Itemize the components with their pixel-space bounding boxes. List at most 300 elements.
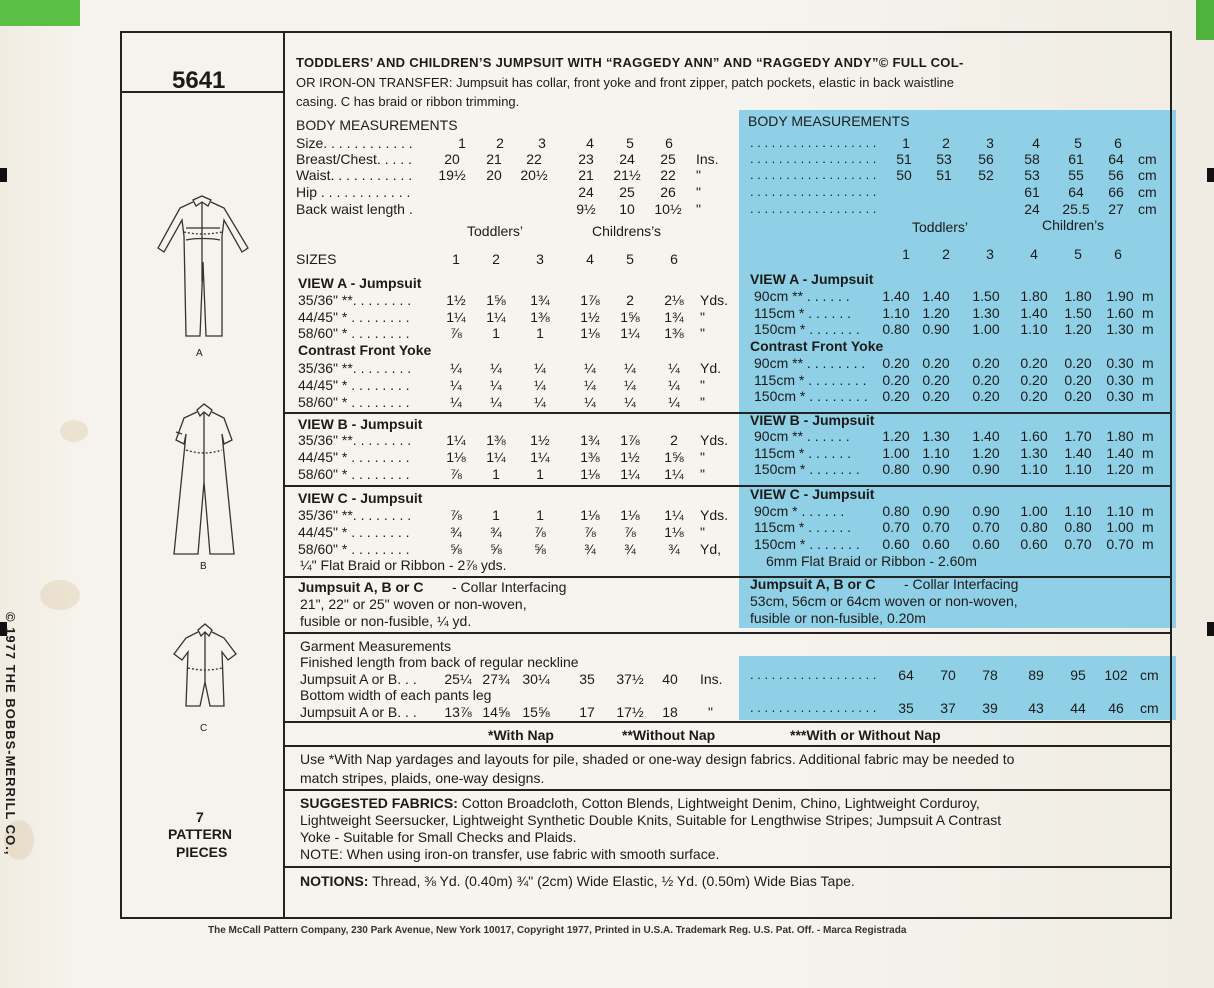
- unit-label: Yd,: [700, 541, 722, 557]
- yardage-value: 1: [492, 466, 500, 482]
- body-value: 64: [1108, 151, 1124, 167]
- body-value: 24: [578, 184, 594, 200]
- body-value: 21½: [613, 167, 641, 183]
- divider: [284, 721, 1172, 723]
- yardage-value: 1.50: [1064, 305, 1092, 321]
- yardage-value: 0.20: [1020, 388, 1048, 404]
- yardage-value: 1.80: [1064, 288, 1092, 304]
- yardage-row-label: 44/45" * . . . . . . . .: [298, 524, 410, 540]
- divider: [284, 485, 1172, 487]
- interfacing-text: 21", 22" or 25" woven or non-woven,: [300, 596, 527, 612]
- yardage-value: 0.80: [882, 321, 910, 337]
- notions-text: Thread, ⅜ Yd. (0.40m) ¾" (2cm) Wide Elastic, ½ Yd. (0.50m) Wide Bias Tape.: [368, 873, 855, 889]
- divider: [284, 789, 1172, 791]
- size-number: 1: [452, 251, 460, 267]
- body-value: 26: [660, 184, 676, 200]
- braid-note: 6mm Flat Braid or Ribbon - 2.60m: [766, 553, 977, 569]
- yardage-value: 1: [536, 466, 544, 482]
- body-value: 1: [458, 135, 466, 151]
- unit-label: ": [700, 466, 705, 482]
- yardage-value: ¼: [534, 360, 546, 376]
- yardage-value: ⅞: [584, 524, 596, 540]
- body-value: 20: [444, 151, 460, 167]
- yardage-value: 1⅛: [580, 507, 600, 523]
- dot-leader: . . . . . . . . . . . . . . . . . .: [750, 135, 877, 150]
- yardage-value: ¾: [490, 524, 502, 540]
- body-value: 24: [619, 151, 635, 167]
- yardage-value: 0.20: [882, 372, 910, 388]
- nap-without: **Without Nap: [622, 727, 716, 743]
- yardage-value: 0.90: [972, 461, 1000, 477]
- body-value: 23: [578, 151, 594, 167]
- section-title: VIEW B - Jumpsuit: [750, 412, 875, 428]
- yardage-row-label: 115cm * . . . . . .: [754, 445, 851, 461]
- yardage-row-label: 150cm * . . . . . . .: [754, 461, 860, 477]
- description-line: OR IRON-ON TRANSFER: Jumpsuit has collar, front yoke and front zipper, patch pockets, elastic in back waistline: [296, 75, 954, 90]
- unit-label: cm: [1138, 184, 1157, 200]
- body-value: 25: [660, 151, 676, 167]
- yardage-value: ¼: [534, 377, 546, 393]
- body-row-label: Hip . . . . . . . . . . . .: [296, 184, 411, 200]
- garment-value: 25¼: [444, 671, 472, 687]
- section-title: VIEW C - Jumpsuit: [750, 486, 875, 502]
- interfacing-text: fusible or non-fusible, 0.20m: [750, 610, 926, 626]
- unit-label: m: [1142, 372, 1154, 388]
- yardage-value: 1.40: [882, 288, 910, 304]
- garment-value: 37½: [616, 671, 644, 687]
- yardage-row-label: 90cm * . . . . . .: [754, 503, 845, 519]
- description-line: TODDLERS’ AND CHILDREN’S JUMPSUIT WITH “RAGGEDY ANN” AND “RAGGEDY ANDY”© FULL COL-: [296, 55, 964, 70]
- edge-mark: [1207, 168, 1214, 182]
- dot-leader: . . . . . . . . . . . . . . . . . .: [750, 201, 877, 216]
- view-a-label: A: [196, 348, 203, 359]
- yardage-value: 1¼: [664, 507, 684, 523]
- yardage-value: 0.80: [882, 503, 910, 519]
- yardage-row-label: 35/36" **. . . . . . . .: [298, 507, 412, 523]
- yardage-value: 2⅛: [664, 292, 684, 308]
- yardage-value: ¼: [490, 360, 502, 376]
- body-row-label: Back waist length .: [296, 201, 413, 217]
- garment-value: 44: [1070, 700, 1086, 716]
- body-value: 52: [978, 167, 994, 183]
- yardage-value: 1⅜: [530, 309, 550, 325]
- body-value: 4: [586, 135, 594, 151]
- interfacing-text: - Collar Interfacing: [904, 576, 1019, 592]
- divider: [284, 745, 1172, 747]
- paper-stain: [40, 580, 80, 610]
- size-number: 2: [492, 251, 500, 267]
- body-value: 66: [1108, 184, 1124, 200]
- yardage-value: 1.40: [1020, 305, 1048, 321]
- yardage-value: 1¼: [446, 432, 466, 448]
- yardage-value: ¼: [490, 377, 502, 393]
- yardage-value: 1¼: [530, 449, 550, 465]
- view-b-sketch: [162, 402, 246, 562]
- body-value: 56: [978, 151, 994, 167]
- yardage-value: 0.20: [1064, 372, 1092, 388]
- size-number: 5: [626, 251, 634, 267]
- yardage-value: 0.30: [1106, 355, 1134, 371]
- yardage-row-label: 115cm * . . . . . . . .: [754, 372, 867, 388]
- yardage-value: 1½: [446, 292, 466, 308]
- unit-label: ": [696, 201, 701, 217]
- yardage-row-label: 44/45" * . . . . . . . .: [298, 377, 410, 393]
- body-value: 25.5: [1062, 201, 1090, 217]
- body-value: 24: [1024, 201, 1040, 217]
- yardage-value: ¼: [668, 377, 680, 393]
- yardage-value: ⅞: [450, 466, 462, 482]
- unit-label: m: [1142, 536, 1154, 552]
- yardage-value: 1.50: [972, 288, 1000, 304]
- yardage-row-label: 58/60" * . . . . . . . .: [298, 466, 410, 482]
- yardage-value: 1: [536, 325, 544, 341]
- interfacing-title: Jumpsuit A, B or C: [298, 579, 424, 595]
- yardage-value: ¼: [668, 394, 680, 410]
- yardage-value: 2: [626, 292, 634, 308]
- fabrics-text: Cotton Broadcloth, Cotton Blends, Lightweight Denim, Chino, Lightweight Corduroy,: [457, 795, 980, 811]
- interfacing-text: 53cm, 56cm or 64cm woven or non-woven,: [750, 593, 1018, 609]
- yardage-value: 0.70: [1064, 536, 1092, 552]
- paper-stain: [60, 420, 88, 442]
- dot-leader: . . . . . . . . . . . . . . . . . .: [750, 151, 877, 166]
- yardage-value: 1⅝: [620, 309, 640, 325]
- yardage-value: ¼: [450, 377, 462, 393]
- unit-label: Ins.: [696, 151, 719, 167]
- yardage-row-label: 115cm * . . . . . .: [754, 305, 851, 321]
- size-number: 1: [902, 246, 910, 262]
- yardage-value: ⅝: [450, 541, 462, 557]
- yardage-value: 1.30: [1020, 445, 1048, 461]
- yardage-value: 1¼: [664, 466, 684, 482]
- body-value: 61: [1024, 184, 1040, 200]
- garment-value: 17: [579, 704, 595, 720]
- yardage-value: 0.80: [882, 461, 910, 477]
- unit-label: cm: [1138, 151, 1157, 167]
- yardage-value: ¼: [624, 360, 636, 376]
- pattern-number: 5641: [172, 67, 226, 94]
- yardage-value: 0.90: [922, 321, 950, 337]
- interfacing-title: Jumpsuit A, B or C: [750, 576, 876, 592]
- yardage-row-label: 90cm ** . . . . . .: [754, 288, 850, 304]
- size-number: 3: [986, 246, 994, 262]
- yardage-row-label: 35/36" **. . . . . . . .: [298, 432, 412, 448]
- unit-label: Yds.: [700, 292, 729, 308]
- garment-value: 35: [579, 671, 595, 687]
- yardage-value: 1.00: [1020, 503, 1048, 519]
- envelope-corner-green: [0, 0, 80, 26]
- edge-mark: [1207, 622, 1214, 636]
- yardage-value: 1.10: [882, 305, 910, 321]
- braid-note: ¼" Flat Braid or Ribbon - 2⅞ yds.: [300, 557, 507, 573]
- size-number: 2: [942, 246, 950, 262]
- body-value: 2: [942, 135, 950, 151]
- yardage-value: 1⅜: [580, 449, 600, 465]
- yardage-value: ¾: [624, 541, 636, 557]
- yardage-row-label: 35/36" **. . . . . . . .: [298, 292, 412, 308]
- section-title: Contrast Front Yoke: [298, 342, 432, 358]
- pattern-pieces-count: 7: [196, 809, 204, 825]
- fabrics-line: [300, 796, 980, 810]
- use-note: match stripes, plaids, one-way designs.: [300, 770, 545, 786]
- unit-label: ": [700, 449, 705, 465]
- yardage-value: 0.70: [882, 519, 910, 535]
- fabrics-line: Lightweight Seersucker, Lightweight Synthetic Double Knits, Suitable for Lengthwise Stripes; Jumpsuit A Contrast: [300, 812, 1002, 828]
- garment-value: 95: [1070, 667, 1086, 683]
- copyright-sidebar: © 1977 THE BOBBS-MERRILL CO.,: [3, 612, 18, 856]
- yardage-value: 1.60: [1020, 428, 1048, 444]
- unit-label: m: [1142, 519, 1154, 535]
- toddlers-header: Toddlers’: [912, 219, 969, 235]
- yardage-value: 1.30: [972, 305, 1000, 321]
- yardage-value: 1⅛: [580, 325, 600, 341]
- yardage-row-label: 58/60" * . . . . . . . .: [298, 394, 410, 410]
- garment-value: 27¾: [482, 671, 510, 687]
- body-value: 61: [1068, 151, 1084, 167]
- yardage-value: 0.90: [922, 503, 950, 519]
- fabrics-line: Yoke - Suitable for Small Checks and Plaids.: [300, 829, 577, 845]
- body-value: 3: [538, 135, 546, 151]
- yardage-value: ¼: [490, 394, 502, 410]
- yardage-value: 0.60: [922, 536, 950, 552]
- yardage-value: 1: [536, 507, 544, 523]
- yardage-row-label: 44/45" * . . . . . . . .: [298, 309, 410, 325]
- yardage-value: 2: [670, 432, 678, 448]
- unit-label: m: [1142, 445, 1154, 461]
- yardage-value: 1: [492, 507, 500, 523]
- body-value: 22: [660, 167, 676, 183]
- yardage-value: 0.30: [1106, 388, 1134, 404]
- yardage-value: 1.20: [972, 445, 1000, 461]
- unit-label: m: [1142, 461, 1154, 477]
- unit-label: Yd.: [700, 360, 722, 376]
- unit-label: ": [700, 377, 705, 393]
- dot-leader: . . . . . . . . . . . . . . . . . .: [750, 700, 877, 715]
- body-row-label: Breast/Chest. . . . .: [296, 151, 412, 167]
- yardage-value: 1¼: [620, 466, 640, 482]
- yardage-value: 1.20: [882, 428, 910, 444]
- garment-value: 102: [1104, 667, 1128, 683]
- yardage-value: 1.30: [1106, 321, 1134, 337]
- unit-label: ": [696, 184, 701, 200]
- interfacing-text: - Collar Interfacing: [452, 579, 567, 595]
- divider: [284, 866, 1172, 868]
- yardage-value: 1.10: [1064, 503, 1092, 519]
- unit-label: ": [696, 167, 701, 183]
- body-value: 6: [1114, 135, 1122, 151]
- yardage-value: 1⅝: [486, 292, 506, 308]
- yardage-value: ⅞: [450, 507, 462, 523]
- yardage-value: 1¾: [530, 292, 550, 308]
- yardage-value: 1.90: [1106, 288, 1134, 304]
- unit-label: m: [1142, 321, 1154, 337]
- yardage-value: 1¾: [664, 309, 684, 325]
- size-number: 5: [1074, 246, 1082, 262]
- yardage-value: 1½: [530, 432, 550, 448]
- yardage-row-label: 90cm ** . . . . . . . .: [754, 355, 866, 371]
- body-value: 50: [896, 167, 912, 183]
- garment-subtitle: Bottom width of each pants leg: [300, 687, 492, 703]
- garment-row-label: Jumpsuit A or B. . .: [300, 704, 417, 720]
- description-line: casing. C has braid or ribbon trimming.: [296, 94, 520, 109]
- body-value: 2: [496, 135, 504, 151]
- body-value: 20½: [520, 167, 548, 183]
- notions-label: NOTIONS:: [300, 873, 369, 889]
- body-value: 51: [936, 167, 952, 183]
- body-value: 10½: [654, 201, 682, 217]
- body-value: 10: [619, 201, 635, 217]
- section-title: VIEW B - Jumpsuit: [298, 416, 423, 432]
- view-c-label: C: [200, 723, 208, 734]
- yardage-value: 0.20: [882, 355, 910, 371]
- yardage-value: ¼: [534, 394, 546, 410]
- yardage-value: 1.30: [922, 428, 950, 444]
- yardage-value: 1.10: [1020, 461, 1048, 477]
- yardage-value: 1¼: [486, 449, 506, 465]
- divider: [284, 412, 1172, 414]
- yardage-value: 1.40: [1064, 445, 1092, 461]
- use-note: Use *With Nap yardages and layouts for pile, shaded or one-way design fabrics. Additional fabric may be needed to: [300, 751, 1015, 767]
- yardage-value: 1.00: [882, 445, 910, 461]
- yardage-value: 1¼: [446, 309, 466, 325]
- yardage-value: ⅝: [490, 541, 502, 557]
- yardage-value: ¾: [584, 541, 596, 557]
- garment-value: 37: [940, 700, 956, 716]
- body-value: 20: [486, 167, 502, 183]
- yardage-value: ¼: [584, 394, 596, 410]
- yardage-value: 1.80: [1020, 288, 1048, 304]
- section-title: VIEW A - Jumpsuit: [298, 275, 422, 291]
- yardage-value: 0.20: [882, 388, 910, 404]
- yardage-value: 1.00: [972, 321, 1000, 337]
- yardage-value: 1.10: [1020, 321, 1048, 337]
- yardage-value: 1.10: [1106, 503, 1134, 519]
- yardage-value: 1.00: [1106, 519, 1134, 535]
- fabrics-label: SUGGESTED FABRICS:: [300, 795, 458, 811]
- divider: [284, 576, 1172, 578]
- garment-value: 18: [662, 704, 678, 720]
- yardage-value: ¾: [668, 541, 680, 557]
- garment-value: 40: [662, 671, 678, 687]
- yardage-row-label: 58/60" * . . . . . . . .: [298, 541, 410, 557]
- yardage-value: ⅞: [450, 325, 462, 341]
- size-number: 4: [586, 251, 594, 267]
- nap-with: *With Nap: [488, 727, 554, 743]
- section-title: Contrast Front Yoke: [750, 338, 884, 354]
- yardage-row-label: 150cm * . . . . . . .: [754, 321, 860, 337]
- yardage-value: 1.70: [1064, 428, 1092, 444]
- yardage-value: 1⅝: [664, 449, 684, 465]
- yardage-value: 1⅛: [446, 449, 466, 465]
- body-value: 55: [1068, 167, 1084, 183]
- left-column-divider: [283, 31, 285, 919]
- garment-value: 78: [982, 667, 998, 683]
- body-row-label: Waist. . . . . . . . . . .: [296, 167, 413, 183]
- yardage-value: 0.60: [1020, 536, 1048, 552]
- yardage-row-label: 90cm ** . . . . . .: [754, 428, 850, 444]
- unit-label: m: [1142, 305, 1154, 321]
- interfacing-text: fusible or non-fusible, ¼ yd.: [300, 613, 472, 629]
- size-number: 3: [536, 251, 544, 267]
- pattern-pieces-label: PATTERN: [168, 826, 233, 842]
- yardage-value: 0.90: [922, 461, 950, 477]
- yardage-value: 0.20: [1020, 372, 1048, 388]
- unit-label: ": [700, 309, 705, 325]
- body-value: 6: [665, 135, 673, 151]
- body-value: 56: [1108, 167, 1124, 183]
- garment-value: 43: [1028, 700, 1044, 716]
- yardage-value: 1: [492, 325, 500, 341]
- unit-label: cm: [1138, 167, 1157, 183]
- unit-label: ": [708, 704, 713, 720]
- yardage-value: 0.20: [1020, 355, 1048, 371]
- yardage-value: 0.20: [922, 355, 950, 371]
- yardage-value: ¼: [450, 394, 462, 410]
- childrens-header: Childrens’s: [592, 223, 661, 239]
- yardage-value: ¼: [450, 360, 462, 376]
- yardage-value: 1⅜: [664, 325, 684, 341]
- yardage-value: 0.60: [972, 536, 1000, 552]
- yardage-value: 1.20: [1064, 321, 1092, 337]
- yardage-value: 0.20: [922, 388, 950, 404]
- unit-label: cm: [1140, 700, 1159, 716]
- yardage-row-label: 150cm * . . . . . . .: [754, 536, 860, 552]
- yardage-value: 1.40: [922, 288, 950, 304]
- yardage-value: ⅝: [534, 541, 546, 557]
- yardage-value: 1⅛: [664, 524, 684, 540]
- yardage-value: 0.30: [1106, 372, 1134, 388]
- body-measurements-title: BODY MEASUREMENTS: [296, 117, 458, 133]
- divider: [284, 632, 1172, 634]
- view-c-sketch: [170, 622, 240, 714]
- yardage-value: 1½: [620, 449, 640, 465]
- section-title: VIEW C - Jumpsuit: [298, 490, 423, 506]
- section-title: VIEW A - Jumpsuit: [750, 271, 874, 287]
- size-number: 6: [670, 251, 678, 267]
- garment-value: 14⅝: [482, 704, 510, 720]
- body-value: 9½: [576, 201, 596, 217]
- yardage-value: ¼: [584, 360, 596, 376]
- yardage-value: 0.60: [882, 536, 910, 552]
- yardage-value: 1.20: [922, 305, 950, 321]
- body-value: 51: [896, 151, 912, 167]
- yardage-value: ¼: [624, 394, 636, 410]
- garment-value: 15⅝: [522, 704, 550, 720]
- unit-label: Ins.: [700, 671, 723, 687]
- nap-either: ***With or Without Nap: [790, 727, 941, 743]
- sizes-label: SIZES: [296, 251, 337, 267]
- yardage-value: 1.20: [1106, 461, 1134, 477]
- yardage-value: 1¼: [486, 309, 506, 325]
- yardage-value: 1.10: [1064, 461, 1092, 477]
- garment-value: 30¼: [522, 671, 550, 687]
- yardage-value: 1⅞: [580, 292, 600, 308]
- size-number: 6: [1114, 246, 1122, 262]
- yardage-value: 0.70: [972, 519, 1000, 535]
- body-value: 21: [486, 151, 502, 167]
- fabrics-note: NOTE: When using iron-on transfer, use fabric with smooth surface.: [300, 846, 720, 862]
- yardage-value: 1.80: [1106, 428, 1134, 444]
- body-value: 5: [626, 135, 634, 151]
- yardage-value: 1¾: [580, 432, 600, 448]
- body-row-label: Size. . . . . . . . . . . .: [296, 135, 413, 151]
- yardage-value: 0.20: [972, 355, 1000, 371]
- yardage-value: 0.20: [1064, 355, 1092, 371]
- body-value: 64: [1068, 184, 1084, 200]
- yardage-row-label: 44/45" * . . . . . . . .: [298, 449, 410, 465]
- childrens-header: Children’s: [1042, 217, 1104, 233]
- unit-label: ": [700, 325, 705, 341]
- yardage-value: 1¼: [620, 325, 640, 341]
